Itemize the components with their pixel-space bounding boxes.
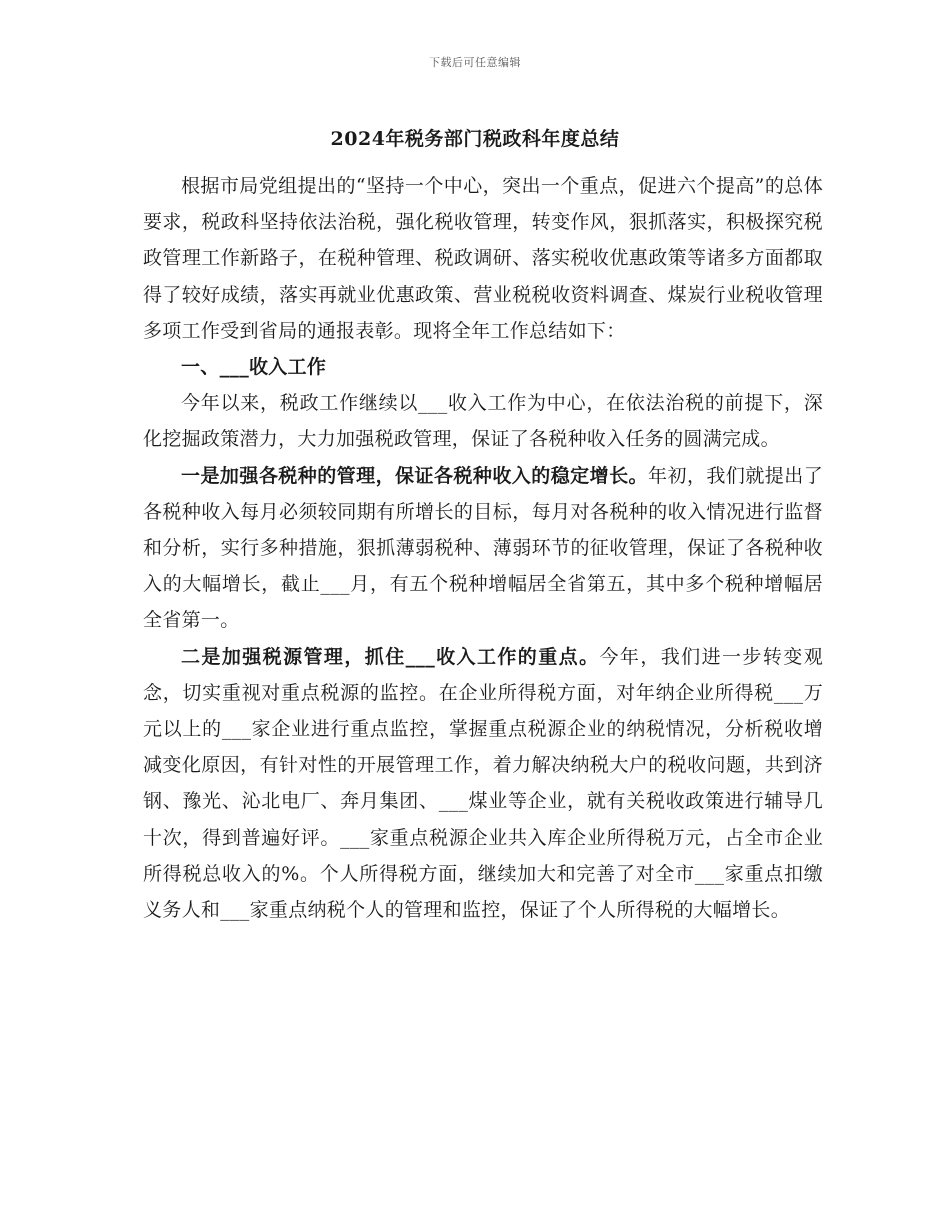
point-2-paragraph — [143, 639, 823, 929]
point-2-lead: 二是加强税源管理，抓住___收入工作的重点。 — [181, 645, 600, 668]
intro-paragraph: 根据市局党组提出的“坚持一个中心，突出一个重点，促进六个提高”的总体要求，税政科坚持依法治税，强化税收管理，转变作风，狠抓落实，积极探究税政管理工作新路子，在税种管理、税政调研、落实税收优惠政策等诸多方面都取得了较好成绩，落实再就业优惠政策、营业税税收资料调查、煤炭行业税收管理多项工作受到省局的通报表彰。现将全年工作总结如下： — [143, 175, 823, 342]
document-body — [143, 168, 823, 928]
point-1-lead: 一是加强各税种的管理，保证各税种收入的稳定增长。 — [181, 464, 649, 487]
point-1-paragraph — [143, 458, 823, 639]
section-1-paragraph: 今年以来，税政工作继续以___收入工作为中心，在依法治税的前提下，深化挖掘政策潜力，大力加强税政管理，保证了各税种收入任务的圆满完成。 — [143, 392, 823, 451]
document-title: 2024年税务部门税政科年度总结 — [330, 128, 620, 150]
section-heading-1: 一、___收入工作 — [181, 356, 327, 379]
point-2-text: 今年，我们进一步转变观念，切实重视对重点税源的监控。在企业所得税方面，对年纳企业所得税___万元以上的___家企业进行重点监控，掌握重点税源企业的纳税情况，分析税收增减变化原因，有针对性的开展管理工作，着力解决纳税大户的税收问题，共到济钢、豫光、沁北电厂、奔月集团、___煤业等企业，就有关税收政策进行辅导几十次，得到普遍好评。___家重点税源企业共入库企业所得税万元，占全市企业所得税总收入的%。个人所得税方面，继续加大和完善了对全市___家重点扣缴义务人和___家重点纳税个人的管理和监控，保证了个人所得税的大幅增长。 — [143, 645, 823, 922]
point-1-text: 年初，我们就提出了各税种收入每月必须较同期有所增长的目标，每月对各税种的收入情况进行监督和分析，实行多种措施，狠抓薄弱税种、薄弱环节的征收管理，保证了各税种收入的大幅增长，截止___月，有五个税种增幅居全省第五，其中多个税种增幅居全省第一。 — [143, 464, 824, 632]
page-header-note: 下载后可任意编辑 — [429, 56, 521, 69]
